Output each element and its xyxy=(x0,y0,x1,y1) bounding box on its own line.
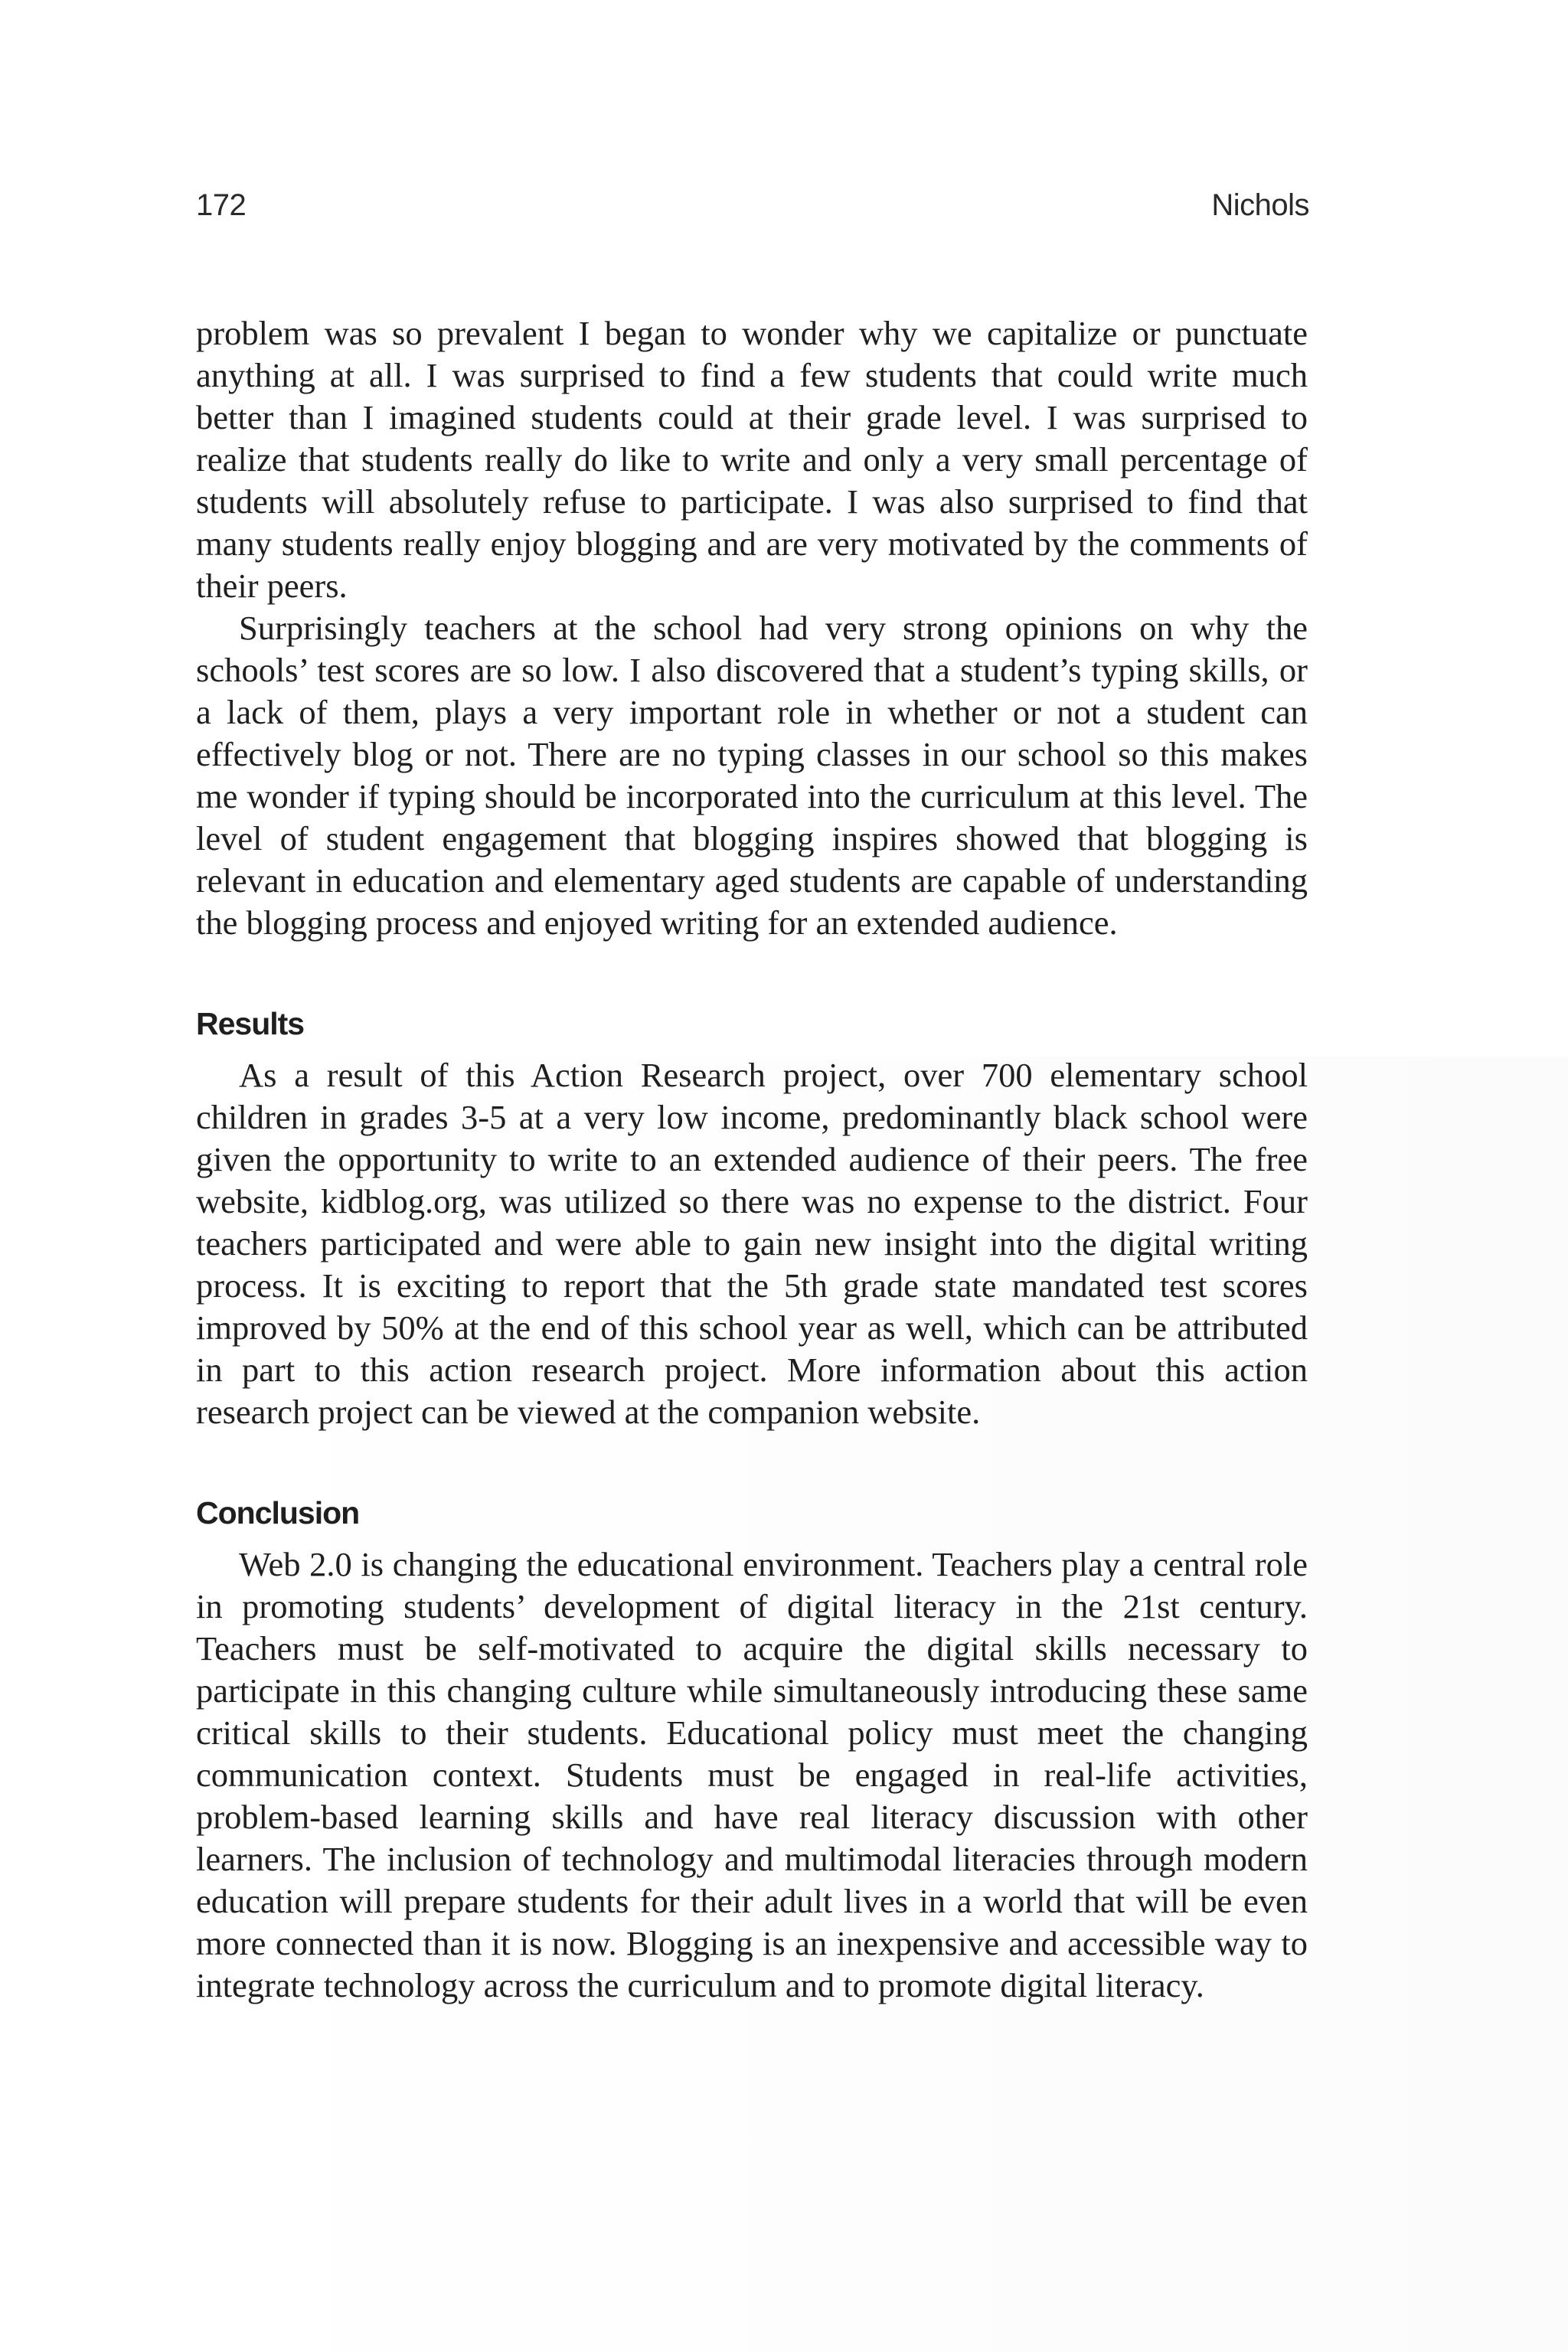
body-text xyxy=(196,312,1308,2007)
results-paragraph: As a result of this Action Research project, over 700 elementary school children in grades 3-5 at a very low income, predominantly black school were given the opportunity to write to an extended audience of their peers. The free website, kidblog.org, was utilized so there was no expense to the district. Four teachers participated and were able to gain new insight into the digital writing process. It is exciting to report that the 5th grade state mandated test scores improved by 50% at the end of this school year as well, which can be attributed in part to this action research project. More information about this action research project can be viewed at the companion website. xyxy=(196,1056,1308,1431)
conclusion-paragraph: Web 2.0 is changing the educational environment. Teachers play a central role in promoting students’ development of digital literacy in the 21st century. Teachers must be self-motivated to acquire the digital skills necessary to participate in this changing culture while simultaneously introducing these same critical skills to their students. Educational policy must meet the changing communication context. Students must be engaged in real-life activities, problem-based learning skills and have real literacy discussion with other learners. The inclusion of technology and multimodal literacies through modern education will prepare students for their adult lives in a world that will be even more connected than it is now. Blogging is an inexpensive and accessible way to integrate technology across the curriculum and to promote digital literacy. xyxy=(196,1545,1308,2004)
results-heading: Results xyxy=(196,1006,305,1041)
page-number: 172 xyxy=(196,188,247,222)
paragraph-surprisingly: Surprisingly teachers at the school had very strong opinions on why the schools’ test scores are so low. I also discovered that a student’s typing skills, or a lack of them, plays a very important role in whether or not a student can effectively blog or not. There are no typing classes in our school so this makes me wonder if typing should be incorporated into the curriculum at this level. The level of student engagement that blogging inspires showed that blogging is relevant in education and elementary aged students are capable of understanding the blogging process and enjoyed writing for an extended audience. xyxy=(196,609,1308,942)
conclusion-heading: Conclusion xyxy=(196,1495,360,1530)
running-head-author: Nichols xyxy=(1211,188,1309,222)
paragraph-continuation: problem was so prevalent I began to wonder why we capitalize or punctuate anything at all. I was surprised to find a few students that could write much better than I imagined students could at their grade level. I was surprised to realize that students really do like to write and only a very small percentage of students will absolutely refuse to participate. I was also surprised to find that many students really enjoy blogging and are very motivated by the comments of their peers. xyxy=(196,314,1308,605)
